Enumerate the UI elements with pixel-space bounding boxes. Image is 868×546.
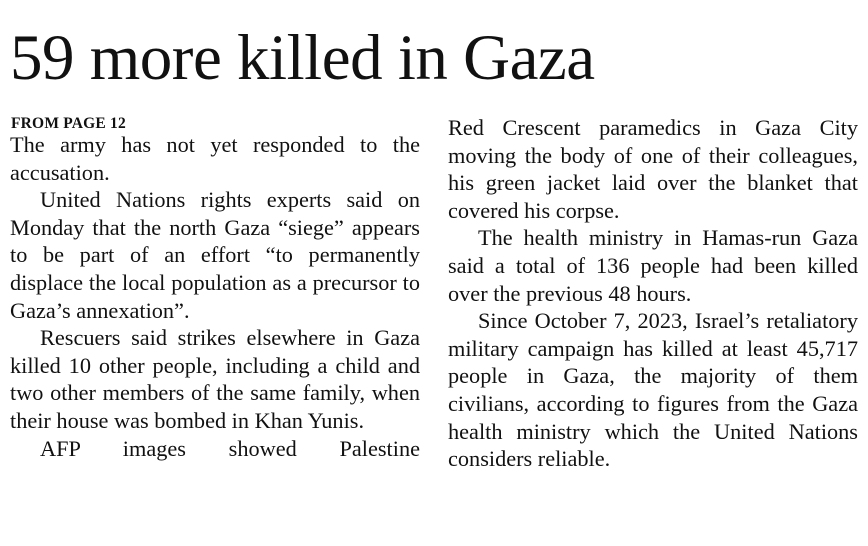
paragraph-health-ministry: The health ministry in Hamas-run Gaza said a total of 136 people had been killed over the previous 48 hours.: [448, 225, 858, 306]
continuation-label: FROM PAGE 12: [11, 115, 126, 132]
paragraph-afp-images-continued: Red Crescent paramedics in Gaza City moving the body of one of their colleagues, his green jacket laid over the blanket that covered his corpse.: [448, 115, 858, 223]
paragraph-army-response: The army has not yet responded to the accusation.: [10, 132, 420, 185]
headline: 59 more killed in Gaza: [10, 22, 595, 94]
paragraph-afp-images-start: AFP images showed Palestine: [40, 435, 420, 461]
paragraph-rescuers: Rescuers said strikes elsewhere in Gaza killed 10 other people, including a child and two other members of the same family, when their house was bombed in Khan Yunis.: [10, 325, 420, 433]
right-column: [448, 114, 858, 473]
paragraph-un-experts: United Nations rights experts said on Monday that the north Gaza “siege” appears to be part of an effort “to permanently displace the local population as a precursor to Gaza’s annexation”.: [10, 187, 420, 323]
left-column: [10, 114, 420, 462]
paragraph-casualty-toll: Since October 7, 2023, Israel’s retaliatory military campaign has killed at least 45,717 people in Gaza, the majority of them civilians, according to figures from the Gaza health ministry which the United Nations considers reliable.: [448, 308, 858, 472]
